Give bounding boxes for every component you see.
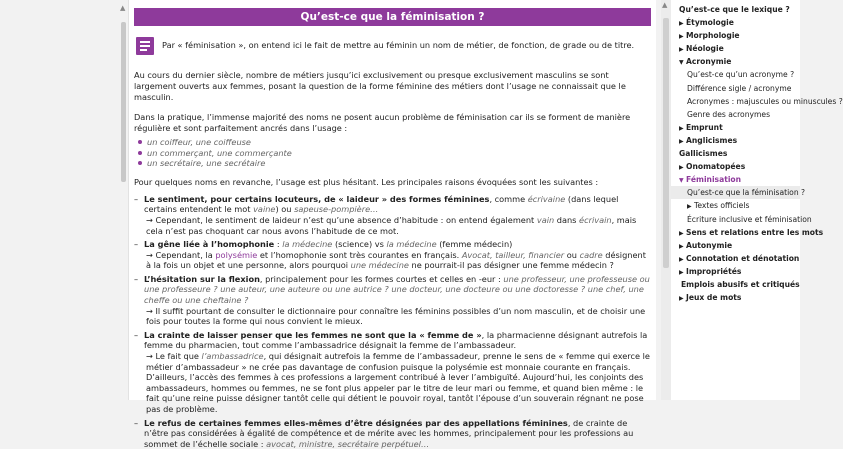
chevron-right-icon[interactable]: ▶ [679, 242, 684, 250]
reasons-list [134, 194, 651, 449]
sidebar-item-label: Qu’est-ce que la féminisation ? [687, 188, 806, 198]
sidebar-item-label: Écriture inclusive et féminisation [687, 214, 812, 224]
toc-sidebar [671, 0, 843, 400]
reason-femme-de: – La crainte de laisser penser que les femmes ne sont que la « femme de », la pharmacienne désignant autrefois la femme du pharmacien, tout comme l’ambassadrice désignait la femme de l’ambassadeur. → Le fait que l’ambassadrice, qui désignait autrefois la femme de l’ambassadeur, prenne le sens de « femme qui exerce le métier d’ambassadeur » ne crée pas davantage de confusion puisque la polysémie est monnaie courante en français. D’ailleurs, l’accès des femmes à ces professions a largement contribué à lever l’ambiguïté. Aujourd’hui, les conjoints des ambassadeurs, hommes ou femmes, ne se font plus appeler par le titre de leur mari ou femme, et quand bien même : le fait qu’une reine puisse désigner tantôt celle qui détient le pouvoir royal, tantôt l’épouse d’un souverain régnant ne pose pas de problème. [134, 329, 650, 414]
sidebar-item[interactable] [671, 16, 800, 29]
chevron-right-icon[interactable]: ▶ [679, 229, 684, 237]
reason-answer: → Le fait que l’ambassadrice, qui désignait autrefois la femme de l’ambassadeur, prenne le sens de « femme qui exerce le métier d’ambassadeur » ne crée pas davantage de confusion puisque la polysémie est monnaie courante en français. D’ailleurs, l’accès des femmes à ces professions a largement contribué à lever l’ambiguïté. Aujourd’hui, les conjoints des ambassadeurs, hommes ou femmes, ne se font plus appeler par le titre de leur mari ou femme, et quand bien même : le fait qu’une reine puisse désigner tantôt celle qui détient le pouvoir royal, tantôt l’épouse d’un souverain régnant ne pose pas de problème. [146, 351, 650, 414]
sidebar-item[interactable] [671, 29, 800, 42]
sidebar-item-label: Qu’est-ce que le lexique ? [679, 5, 790, 14]
sidebar-item-label: Onomatopées [686, 162, 746, 172]
chevron-right-icon[interactable]: ▶ [687, 203, 692, 211]
sidebar-item[interactable] [671, 239, 800, 252]
sidebar-item-label: Jeux de mots [686, 293, 742, 303]
reason-ugliness: – Le sentiment, pour certains locuteurs, de « laideur » des formes féminines, comme écrivaine (dans lequel certains entendent le mot vaine) ou sapeuse-pompière… → Cependant, le sentiment de laideur n’est qu’une absence d’habitude : on entend également vain dans écrivain, mais cela n’est pas choquant car nous avons l’habitude de ce mot. [134, 194, 651, 236]
bullet-icon [138, 140, 142, 144]
content-scrollbar-thumb[interactable] [663, 18, 669, 268]
sidebar-item-label: Féminisation [686, 175, 742, 185]
sidebar-item-label: Qu’est-ce qu’un acronyme ? [687, 70, 795, 80]
sidebar-item[interactable] [671, 108, 800, 121]
sidebar-item-label: Acronymes : majuscules ou minuscules ? [687, 96, 843, 106]
article-content [129, 0, 656, 449]
sidebar-item-label: Acronymie [686, 57, 732, 67]
sidebar-item-label: Morphologie [686, 31, 740, 41]
chevron-right-icon[interactable]: ▶ [679, 268, 684, 276]
sidebar-item[interactable] [671, 147, 800, 160]
scroll-up-arrow-icon[interactable]: ▲ [120, 4, 126, 12]
sidebar-item[interactable] [671, 160, 800, 173]
sidebar-item-label: Sens et relations entre les mots [686, 227, 824, 237]
sidebar-item[interactable] [671, 121, 800, 134]
sidebar-item[interactable] [671, 186, 806, 199]
paragraph-history: Au cours du dernier siècle, nombre de métiers jusqu’ici exclusivement ou presque exclusivement masculins se sont largement ouverts aux femmes, posant la question de la forme féminine des métiers dont l’usage ne connaissait que le masculin. [134, 70, 626, 103]
sidebar-item[interactable] [671, 213, 812, 226]
paragraph-reasons-intro: Pour quelques noms en revanche, l’usage est plus hésitant. Les principales raisons évoquées sont les suivantes : [134, 176, 599, 187]
sidebar-item-label: Impropriétés [686, 266, 742, 276]
sidebar-item-label: Anglicismes [686, 135, 738, 145]
sidebar-item[interactable] [671, 252, 800, 265]
chevron-right-icon[interactable]: ▶ [679, 164, 684, 172]
sidebar-item[interactable] [671, 82, 800, 95]
sidebar-item[interactable] [671, 95, 843, 108]
reason-answer: → Cependant, la polysémie et l’homophonie sont très courantes en français. Avocat, tailleur, financier ou cadre désignent à la fois un objet et une personne, alors pourquoi une médecine ne pourrait-il pas désigner une femme médecin ? [146, 249, 646, 271]
chevron-down-icon[interactable]: ▼ [679, 59, 684, 67]
sidebar-item-label: Différence sigle / acronyme [687, 83, 792, 93]
reason-homophony: – La gêne liée à l’homophonie : la médecine (science) vs la médecine (femme médecin) → Cependant, la polysémie et l’homophonie sont très courantes en français. Avocat, tailleur, financier ou cadre désignent à la fois un objet et une personne, alors pourquoi une médecine ne pourrait-il pas désigner une femme médecin ? [134, 239, 651, 271]
sidebar-item-label: Étymologie [686, 18, 734, 28]
list-item: un secrétaire, une secrétaire [138, 158, 651, 169]
bullet-icon [138, 151, 142, 155]
sidebar-item-label: Genre des acronymes [687, 109, 771, 119]
chevron-down-icon[interactable]: ▼ [679, 177, 684, 185]
sidebar-item[interactable] [671, 3, 800, 16]
polysemie-link[interactable]: polysémie [215, 249, 258, 260]
sidebar-item-label: Emprunt [686, 122, 723, 132]
chevron-right-icon[interactable]: ▶ [679, 137, 684, 145]
list-item: un coiffeur, une coiffeuse [138, 137, 651, 148]
reason-answer: → Il suffit pourtant de consulter le dictionnaire pour connaître les féminins possibles d’un nom masculin, et de choisir une fois pour toutes la forme qui nous convient le mieux. [146, 305, 646, 327]
left-scrollbar[interactable] [118, 0, 129, 400]
reason-answer: → Cependant, le sentiment de laideur n’est qu’une absence d’habitude : on entend également vain dans écrivain, mais cela n’est pas choquant car nous avons l’habitude de ce mot. [146, 214, 637, 236]
sidebar-item-label: Néologie [686, 44, 724, 54]
examples-list [138, 137, 651, 169]
chevron-right-icon[interactable]: ▶ [679, 124, 684, 132]
reason-flexion: – L’hésitation sur la flexion, principalement pour les formes courtes et celles en -eur : une professeur, une professeuse ou une professeure ? une auteur, une auteure ou une autrice ? une docteur, une docteure ou une doctoresse ? une chef, une cheffe ou une cheftaine ? → Il suffit pourtant de consulter le dictionnaire pour connaître les féminins possibles d’un nom masculin, et de choisir une fois pour toutes la forme qui nous convient le mieux. [134, 273, 650, 327]
chevron-right-icon[interactable]: ▶ [679, 46, 684, 54]
left-scrollbar-thumb[interactable] [121, 22, 126, 182]
sidebar-item[interactable] [671, 55, 800, 68]
sidebar-item[interactable] [671, 291, 800, 304]
content-scrollbar[interactable] [661, 0, 671, 400]
sidebar-item[interactable] [671, 226, 824, 239]
sidebar-item-label: Autonymie [686, 240, 733, 250]
scroll-up-arrow-icon[interactable]: ▲ [662, 1, 668, 9]
paragraph-practice: Dans la pratique, l’immense majorité des noms ne posent aucun problème de féminisation car ils se forment de manière régulière et sont parfaitement ancrés dans l’usage : [134, 111, 631, 133]
sidebar-item[interactable] [671, 68, 800, 81]
intro-block [134, 40, 651, 62]
sidebar-item-label: Gallicismes [679, 149, 728, 159]
chevron-right-icon[interactable]: ▶ [679, 295, 684, 303]
sidebar-item-label: Connotation et dénotation [686, 253, 800, 263]
bullet-icon [138, 161, 142, 165]
sidebar-item[interactable] [671, 278, 800, 291]
reason-refusal: – Le refus de certaines femmes elles-mêmes d’être désignées par des appellations féminines, de crainte de n’être pas considérées à égalité de compétence et de mérite avec les hommes, principalement pour les professions au sommet de l’échelle sociale : avocat, ministre, secrétaire perpétuel… [134, 417, 634, 449]
list-icon [136, 37, 154, 55]
chevron-right-icon[interactable]: ▶ [679, 20, 684, 28]
sidebar-item[interactable] [671, 265, 800, 278]
sidebar-item-label: Textes officiels [694, 201, 750, 211]
sidebar-item[interactable] [671, 42, 800, 55]
page-title: Qu’est-ce que la féminisation ? [134, 8, 651, 26]
list-item: un commerçant, une commerçante [138, 148, 651, 159]
sidebar-item[interactable] [671, 134, 800, 147]
chevron-right-icon[interactable]: ▶ [679, 255, 684, 263]
chevron-right-icon[interactable]: ▶ [679, 33, 684, 41]
sidebar-item[interactable] [671, 199, 800, 212]
sidebar-item-label: Emplois abusifs et critiqués [681, 279, 800, 289]
intro-text: Par « féminisation », on entend ici le fait de mettre au féminin un nom de métier, de fonction, de grade ou de titre. [162, 40, 635, 50]
sidebar-item[interactable] [671, 173, 800, 186]
